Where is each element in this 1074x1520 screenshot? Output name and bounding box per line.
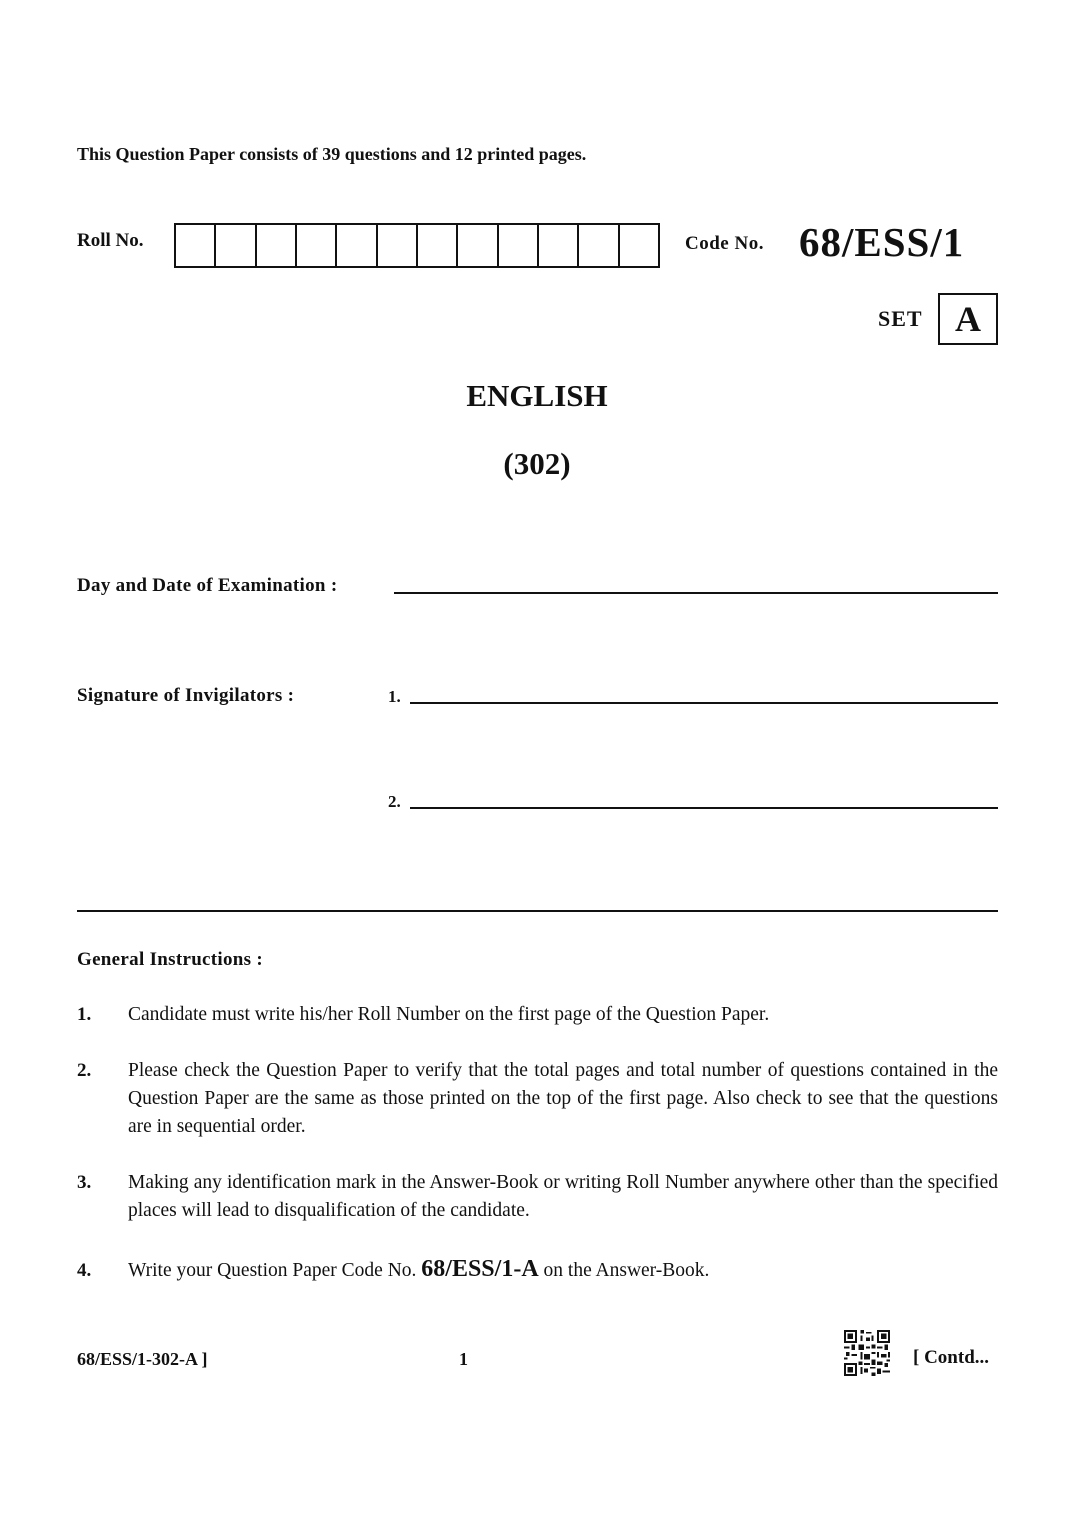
invigilator-signature-label: Signature of Invigilators : xyxy=(77,685,295,706)
instruction-text: Candidate must write his/her Roll Number on the first page of the Question Paper. xyxy=(128,1004,770,1025)
footer-paper-code: 68/ESS/1-302-A ] xyxy=(77,1349,208,1369)
roll-number-box[interactable] xyxy=(579,225,619,266)
roll-number-box[interactable] xyxy=(257,225,297,266)
roll-number-box[interactable] xyxy=(418,225,458,266)
signature-2-number: 2. xyxy=(388,792,401,811)
roll-number-box[interactable] xyxy=(216,225,256,266)
subject-title: ENGLISH xyxy=(466,378,608,413)
set-value-box: A xyxy=(938,293,998,345)
roll-number-box[interactable] xyxy=(176,225,216,266)
signature-1-number: 1. xyxy=(388,687,401,706)
roll-number-box[interactable] xyxy=(458,225,498,266)
instruction-text-before: Write your Question Paper Code No. xyxy=(128,1260,417,1281)
signature-1-line[interactable] xyxy=(410,702,998,704)
signature-2-line[interactable] xyxy=(410,807,998,809)
continued-label: [ Contd... xyxy=(913,1347,990,1368)
roll-number-box[interactable] xyxy=(297,225,337,266)
qr-code-icon xyxy=(844,1330,890,1376)
roll-number-box[interactable] xyxy=(620,225,658,266)
section-divider xyxy=(77,910,998,912)
roll-number-box[interactable] xyxy=(499,225,539,266)
roll-number-box[interactable] xyxy=(337,225,377,266)
exam-date-label: Day and Date of Examination : xyxy=(77,575,338,596)
set-label: SET xyxy=(878,306,923,331)
instruction-number: 3. xyxy=(77,1172,92,1193)
roll-number-label: Roll No. xyxy=(77,230,144,251)
code-number-value: 68/ESS/1 xyxy=(799,219,965,265)
roll-number-boxes[interactable] xyxy=(174,223,660,268)
instruction-text: Making any identification mark in the Answer-Book or writing Roll Number anywhere other than the specified places will lead to disqualification of the candidate. xyxy=(128,1172,998,1221)
paper-summary-note: This Question Paper consists of 39 questions and 12 printed pages. xyxy=(77,144,587,164)
exam-date-line[interactable] xyxy=(394,592,998,594)
paper-code-inline: 68/ESS/1-A xyxy=(421,1256,539,1282)
instruction-text: Please check the Question Paper to verify that the total pages and total number of questions contained in the Question Paper are the same as those printed on the top of the first page. Also check to see that the questions are in sequential order. xyxy=(128,1060,998,1137)
instruction-text-after: on the Answer-Book. xyxy=(543,1260,710,1281)
general-instructions-heading: General Instructions : xyxy=(77,949,264,970)
subject-code: (302) xyxy=(503,446,571,481)
instruction-number: 4. xyxy=(77,1260,92,1281)
page-number: 1 xyxy=(459,1349,468,1369)
instruction-number: 1. xyxy=(77,1004,92,1025)
roll-number-box[interactable] xyxy=(539,225,579,266)
roll-number-box[interactable] xyxy=(378,225,418,266)
instruction-number: 2. xyxy=(77,1060,92,1081)
instruction-text xyxy=(128,1255,998,1285)
code-number-label: Code No. xyxy=(685,233,764,254)
